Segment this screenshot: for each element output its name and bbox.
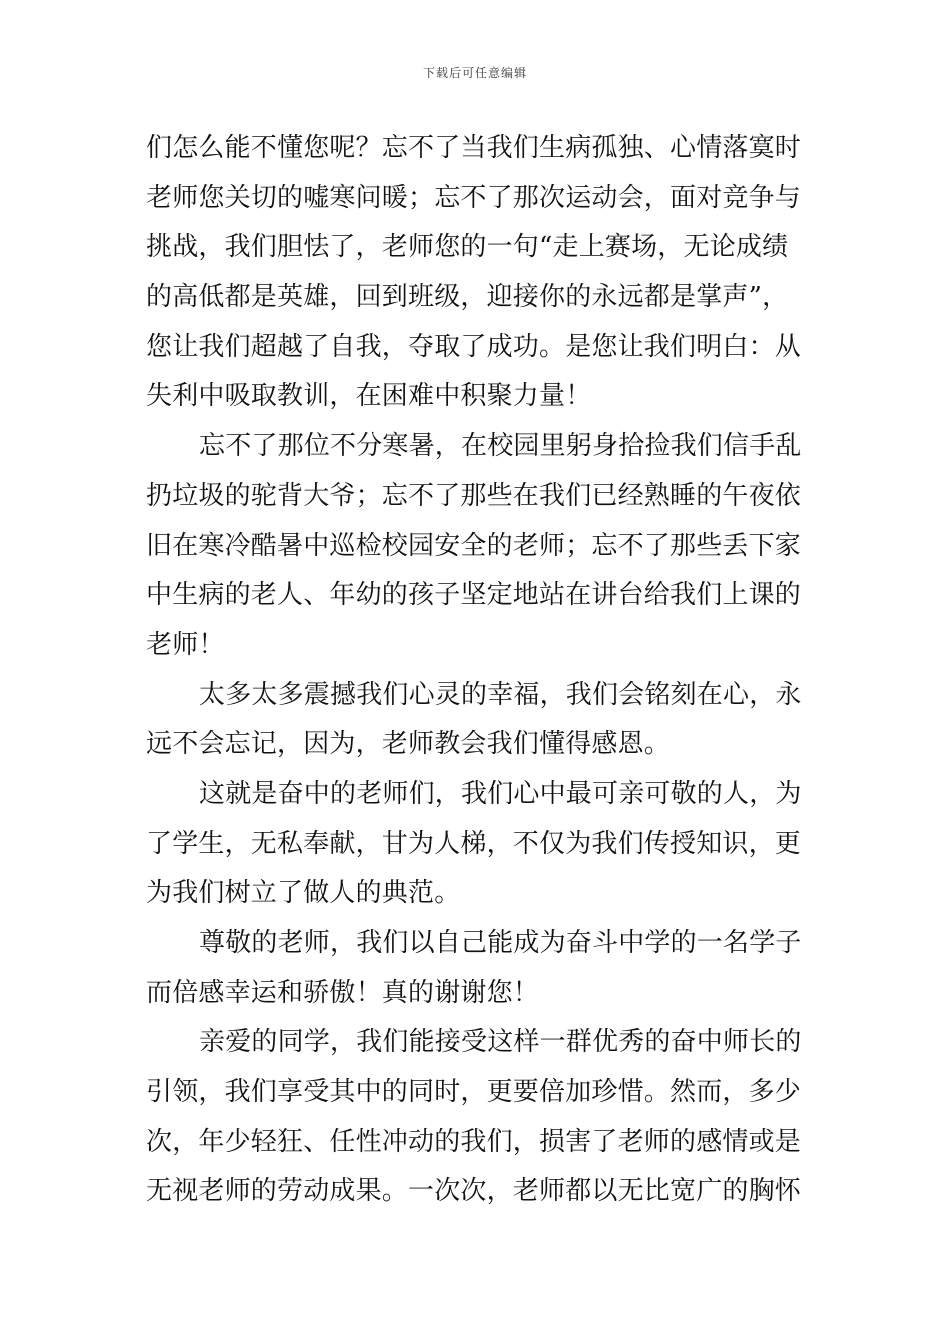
text-line: 中生病的老人、年幼的孩子坚定地站在讲台给我们上课的	[146, 580, 802, 611]
text-line: 扔垃圾的驼背大爷；忘不了那些在我们已经熟睡的午夜依	[146, 480, 802, 511]
text-line: 忘不了那位不分寒暑，在校园里躬身拾捡我们信手乱	[199, 431, 802, 462]
text-line: 而倍感幸运和骄傲！真的谢谢您！	[146, 977, 540, 1008]
text-line: 老师您关切的嘘寒问暖；忘不了那次运动会，面对竞争与	[146, 182, 802, 213]
paragraph	[146, 124, 810, 422]
text-line: 引领，我们享受其中的同时，更要倍加珍惜。然而，多少	[146, 1077, 802, 1108]
paragraph	[146, 422, 810, 670]
text-line: 远不会忘记，因为，老师教会我们懂得感恩。	[146, 729, 671, 760]
text-line: 您让我们超越了自我，夺取了成功。是您让我们明白：从	[146, 331, 802, 362]
text-line: 失利中吸取教训，在困难中积聚力量！	[146, 381, 592, 412]
text-line: 无视老师的劳动成果。一次次，老师都以无比宽广的胸怀	[146, 1176, 802, 1207]
text-line: 们怎么能不懂您呢？忘不了当我们生病孤独、心情落寞时	[146, 133, 802, 163]
text-line: 的高低都是英雄，回到班级，迎接你的永远都是掌声”，	[146, 282, 789, 313]
paragraph	[146, 671, 810, 770]
text-line: 这就是奋中的老师们，我们心中最可亲可敬的人，为	[199, 778, 802, 809]
text-line: 老师！	[146, 629, 225, 660]
text-line: 为我们树立了做人的典范。	[146, 878, 461, 909]
text-line: 太多太多震撼我们心灵的幸福，我们会铭刻在心，永	[199, 679, 802, 710]
text-line: 旧在寒冷酷暑中巡检校园安全的老师；忘不了那些丢下家	[146, 530, 802, 561]
text-line: 挑战，我们胆怯了，老师您的一句“走上赛场，无论成绩	[146, 232, 789, 263]
text-line: 尊敬的老师，我们以自己能成为奋斗中学的一名学子	[199, 928, 802, 958]
document-body	[146, 124, 810, 1217]
paragraph	[146, 919, 810, 1018]
page-header: 下载后可任意编辑	[422, 66, 527, 80]
text-line: 亲爱的同学，我们能接受这样一群优秀的奋中师长的	[199, 1027, 802, 1058]
text-line: 了学生，无私奉献，甘为人梯，不仅为我们传授知识，更	[146, 828, 802, 859]
paragraph	[146, 770, 810, 919]
text-line: 次，年少轻狂、任性冲动的我们，损害了老师的感情或是	[146, 1126, 802, 1157]
paragraph	[146, 1018, 810, 1217]
